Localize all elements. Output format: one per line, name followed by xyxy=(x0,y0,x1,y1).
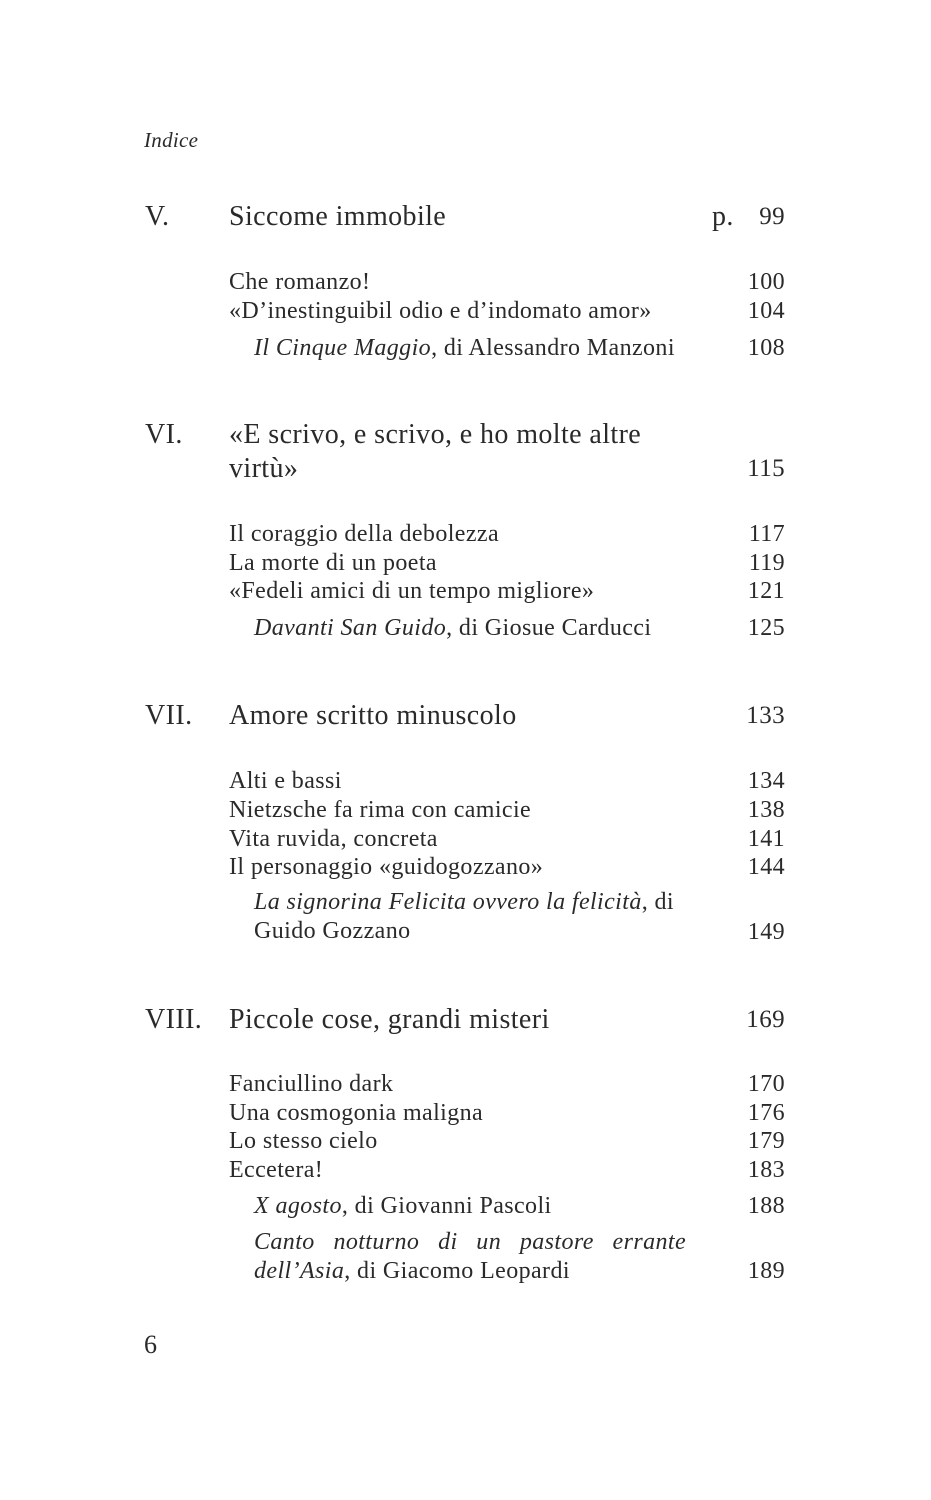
section-page: 121 xyxy=(747,578,785,604)
section-title: La morte di un poeta xyxy=(229,550,437,576)
work-author: , di Giosue Carducci xyxy=(446,615,652,641)
chapter-title: Siccome immobile xyxy=(229,201,447,232)
chapter-title: «E scrivo, e scrivo, e ho molte altre virtù» xyxy=(229,419,642,484)
chapter-number: V. xyxy=(145,201,170,232)
section-page: 138 xyxy=(747,797,785,823)
work-title: Il Cinque Maggio xyxy=(254,335,432,361)
section-page: 134 xyxy=(747,768,785,794)
section-title: Vita ruvida, concreta xyxy=(229,826,438,852)
section-page: 176 xyxy=(747,1100,785,1126)
section-page: 179 xyxy=(747,1128,785,1154)
text-page: 149 xyxy=(747,919,785,945)
work-title: X agosto xyxy=(254,1193,342,1219)
text-page: 189 xyxy=(747,1258,785,1284)
chapter-number: VII. xyxy=(145,700,193,731)
chapter-page: 133 xyxy=(746,702,785,729)
page-number: 6 xyxy=(144,1330,157,1359)
section-title: Fanciullino dark xyxy=(229,1071,394,1097)
running-head: Indice xyxy=(144,128,199,152)
section-page: 170 xyxy=(747,1071,785,1097)
section-title: Alti e bassi xyxy=(229,768,342,794)
page-prefix: p. xyxy=(712,201,734,232)
section-title: Il personaggio «guidogozzano» xyxy=(229,854,544,880)
text-title xyxy=(254,334,694,363)
section-title: «Fedeli amici di un tempo migliore» xyxy=(229,578,595,604)
work-title: La signorina Felicita ovvero la felicità xyxy=(254,889,642,915)
section-page: 119 xyxy=(748,550,785,576)
section-page: 183 xyxy=(747,1157,785,1183)
work-author: , di Giacomo Leopardi xyxy=(344,1258,570,1284)
work-author: , di Alessandro Manzoni xyxy=(431,335,675,361)
text-title xyxy=(254,614,694,643)
text-page: 188 xyxy=(747,1193,785,1219)
section-title: Una cosmogonia maligna xyxy=(229,1100,484,1126)
section-title: «D’inestinguibil odio e d’indomato amor» xyxy=(229,298,652,324)
chapter-title: Piccole cose, grandi misteri xyxy=(229,1004,550,1035)
work-author: , di Guido Gozzano xyxy=(254,889,674,944)
chapter-page: 99 xyxy=(759,203,785,230)
work-author: , di Giovanni Pascoli xyxy=(341,1193,552,1219)
chapter-page: 169 xyxy=(746,1006,785,1033)
text-title xyxy=(254,888,686,946)
section-page: 100 xyxy=(747,269,785,295)
section-page: 117 xyxy=(748,521,785,547)
text-page: 125 xyxy=(747,615,785,641)
section-page: 141 xyxy=(747,826,785,852)
work-title: Davanti San Guido xyxy=(254,615,447,641)
section-title: Lo stesso cielo xyxy=(229,1128,378,1154)
section-page: 144 xyxy=(747,854,785,880)
text-title xyxy=(254,1228,686,1286)
chapter-number: VIII. xyxy=(145,1004,203,1035)
section-page: 104 xyxy=(747,298,785,324)
text-page: 108 xyxy=(747,335,785,361)
text-title xyxy=(254,1192,694,1221)
chapter-title: Amore scritto minuscolo xyxy=(229,700,517,731)
chapter-page: 115 xyxy=(747,455,785,482)
chapter-number: VI. xyxy=(145,419,183,450)
section-title: Il coraggio della debolezza xyxy=(229,521,499,547)
section-title: Eccetera! xyxy=(229,1157,324,1183)
section-title: Che romanzo! xyxy=(229,269,371,295)
work-title: Canto notturno di un pastore errante dell’Asia xyxy=(254,1229,686,1284)
section-title: Nietzsche fa rima con camicie xyxy=(229,797,532,823)
